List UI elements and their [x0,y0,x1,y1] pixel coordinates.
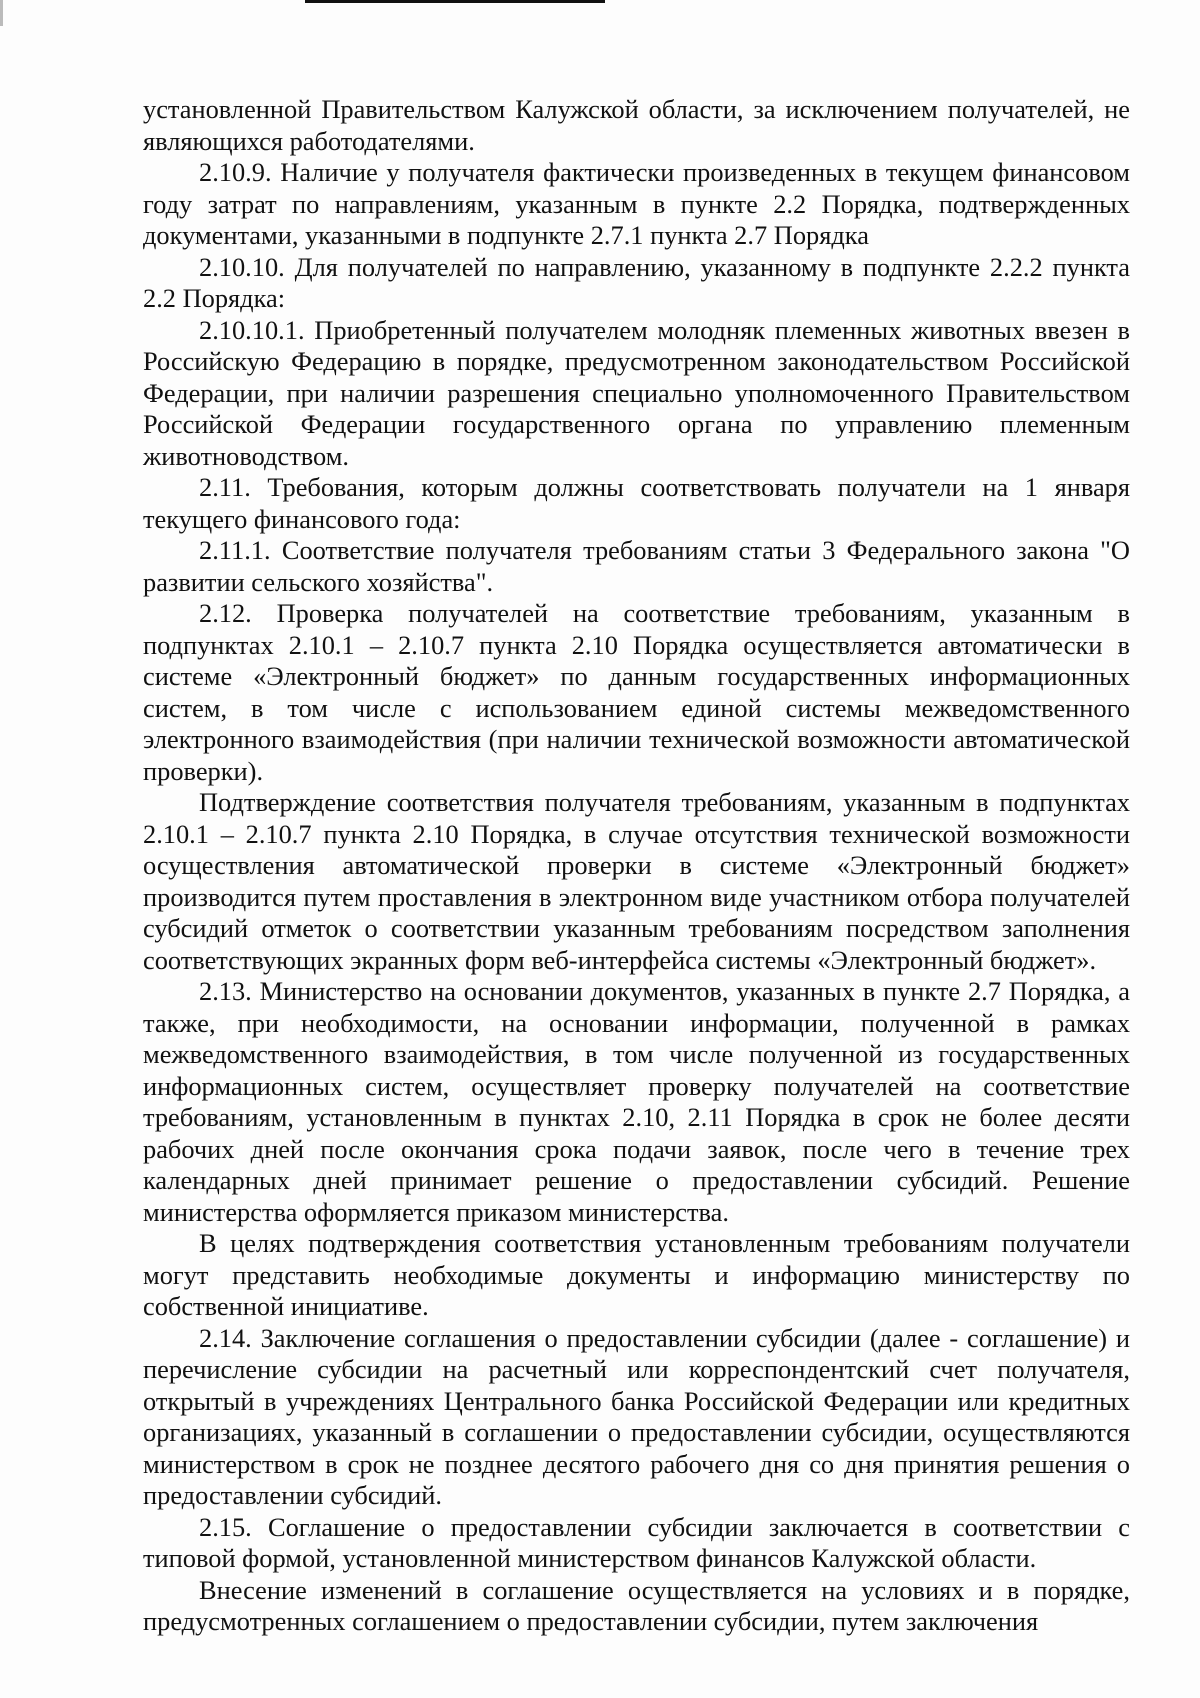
paragraph-2-14: 2.14. Заключение соглашения о предоставлении субсидии (далее - соглашение) и перечисление субсидии на расчетный или корреспондентский счет получателя, открытый в учреждениях Центрального банка Российской Федерации или кредитных организациях, указанный в соглашении о предоставлении субсидии, осуществляются министерством в срок не позднее десятого рабочего дня со дня принятия решения о предоставлении субсидий. [143,1322,1130,1510]
document-body [143,94,1130,1638]
paragraph-2-10-9: 2.10.9. Наличие у получателя фактически произведенных в текущем финансовом году затрат по направлениям, указанным в пункте 2.2 Порядка, подтвержденных документами, указанными в подпункте 2.7.1 пункта 2.7 Порядка [143,157,1130,250]
scan-edge-mark [0,0,3,26]
paragraph-2-12: 2.12. Проверка получателей на соответствие требованиям, указанным в подпунктах 2.10.1 – 2.10.7 пункта 2.10 Порядка осуществляется автоматически в системе «Электронный бюджет» по данным государственных информационных систем, в том числе с использованием единой системы межведомственного электронного взаимодействия (при наличии технической возможности автоматической проверки). [143,598,1130,786]
paragraph-2-11: 2.11. Требования, которым должны соответствовать получатели на 1 января текущего финансового года: [143,472,1130,534]
paragraph-2-13: 2.13. Министерство на основании документов, указанных в пункте 2.7 Порядка, а также, при необходимости, на основании информации, полученной в рамках межведомственного взаимодействия, в том числе полученной из государственных информационных систем, осуществляет проверку получателей на соответствие требованиям, установленным в пунктах 2.10, 2.11 Порядка в срок не более десяти рабочих дней после окончания срока подачи заявок, после чего в течение трех календарных дней принимает решение о предоставлении субсидий. Решение министерства оформляется приказом министерства. [143,976,1130,1227]
paragraph-own-initiative: В целях подтверждения соответствия установленным требованиям получатели могут представить необходимые документы и информацию министерству по собственной инициативе. [143,1228,1130,1321]
header-rule [305,0,605,3]
paragraph-2-15: 2.15. Соглашение о предоставлении субсидии заключается в соответствии с типовой формой, установленной министерством финансов Калужской области. [143,1511,1130,1573]
paragraph-2-11-1: 2.11.1. Соответствие получателя требованиям статьи 3 Федерального закона "О развитии сельского хозяйства". [143,535,1130,597]
paragraph-confirmation: Подтверждение соответствия получателя требованиям, указанным в подпунктах 2.10.1 – 2.10.7 пункта 2.10 Порядка, в случае отсутствия технической возможности осуществления автоматической проверки в системе «Электронный бюджет» производится путем проставления в электронном виде участником отбора получателей субсидий отметок о соответствии указанным требованиям посредством заполнения соответствующих экранных форм веб-интерфейса системы «Электронный бюджет». [143,787,1130,975]
paragraph-2-10-10: 2.10.10. Для получателей по направлению, указанному в подпункте 2.2.2 пункта 2.2 Порядка: [143,251,1130,313]
paragraph-continuation: установленной Правительством Калужской области, за исключением получателей, не являющихся работодателями. [143,94,1130,156]
paragraph-amendments: Внесение изменений в соглашение осуществляется на условиях и в порядке, предусмотренных соглашением о предоставлении субсидии, путем заключения [143,1574,1130,1636]
paragraph-2-10-10-1: 2.10.10.1. Приобретенный получателем молодняк племенных животных ввезен в Российскую Федерацию в порядке, предусмотренном законодательством Российской Федерации, при наличии разрешения специально уполномоченного Правительством Российской Федерации государственного органа по управлению племенным животноводством. [143,314,1130,471]
